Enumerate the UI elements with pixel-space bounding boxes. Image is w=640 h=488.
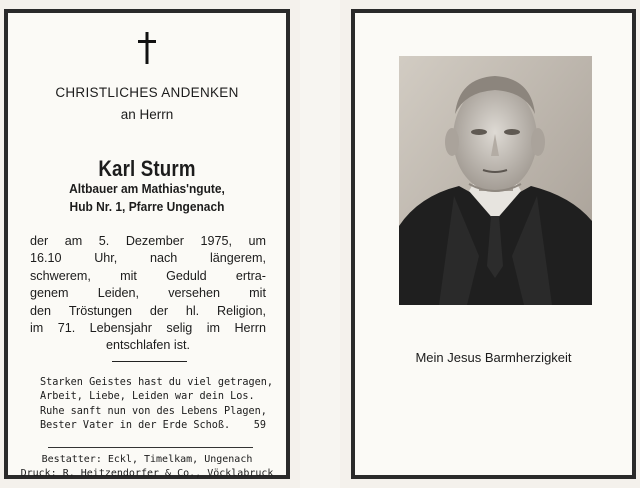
death-notice-line: der am 5. Dezember 1975, um xyxy=(30,234,266,248)
death-notice-line: im 71. Lebensjahr selig im Herrn xyxy=(30,321,266,336)
deceased-title-line-2: Hub Nr. 1, Pfarre Ungenach xyxy=(69,199,225,214)
printer-credit: Druck: R. Heitzendorfer & Co., Vöcklabruck xyxy=(20,468,274,479)
poem-line: Ruhe sanft nun von des Lebens Plagen, xyxy=(40,405,267,417)
cross-icon xyxy=(8,31,286,70)
imprint xyxy=(8,453,286,481)
memorial-card-text-panel xyxy=(4,9,290,479)
card-fold-gap xyxy=(300,0,340,488)
poem-line: Arbeit, Liebe, Leiden war dein Los. xyxy=(40,391,255,403)
death-notice-line: den Tröstungen der hl. Religion, xyxy=(30,303,266,318)
death-notice-text xyxy=(30,233,266,355)
memorial-poem xyxy=(40,376,274,434)
deceased-title-line-1: Altbauer am Mathias'ngute, xyxy=(69,181,225,196)
divider xyxy=(112,361,187,362)
death-notice-line: 16.10 Uhr, nach längerem, xyxy=(30,251,266,266)
death-notice-line: schwerem, mit Geduld ertra- xyxy=(30,268,266,283)
undertaker-credit: Bestatter: Eckl, Timelkam, Ungenach xyxy=(41,454,253,465)
deceased-name: Karl Sturm xyxy=(98,156,196,181)
memorial-header: CHRISTLICHES ANDENKEN xyxy=(55,85,239,100)
poem-number: 59 xyxy=(253,420,266,432)
photo-caption: Mein Jesus Barmherzigkeit xyxy=(415,350,572,365)
poem-line: Starken Geistes hast du viel getragen, xyxy=(40,377,274,388)
memorial-subheader: an Herrn xyxy=(120,107,174,122)
death-notice-line: genem Leiden, versehen mit xyxy=(30,286,266,301)
death-notice-line: entschlafen ist. xyxy=(105,338,190,353)
poem-line: Bester Vater in der Erde Schoß. 59 xyxy=(40,419,266,433)
portrait-photo xyxy=(399,56,592,305)
divider xyxy=(48,447,253,448)
memorial-card-photo-panel xyxy=(351,9,636,479)
